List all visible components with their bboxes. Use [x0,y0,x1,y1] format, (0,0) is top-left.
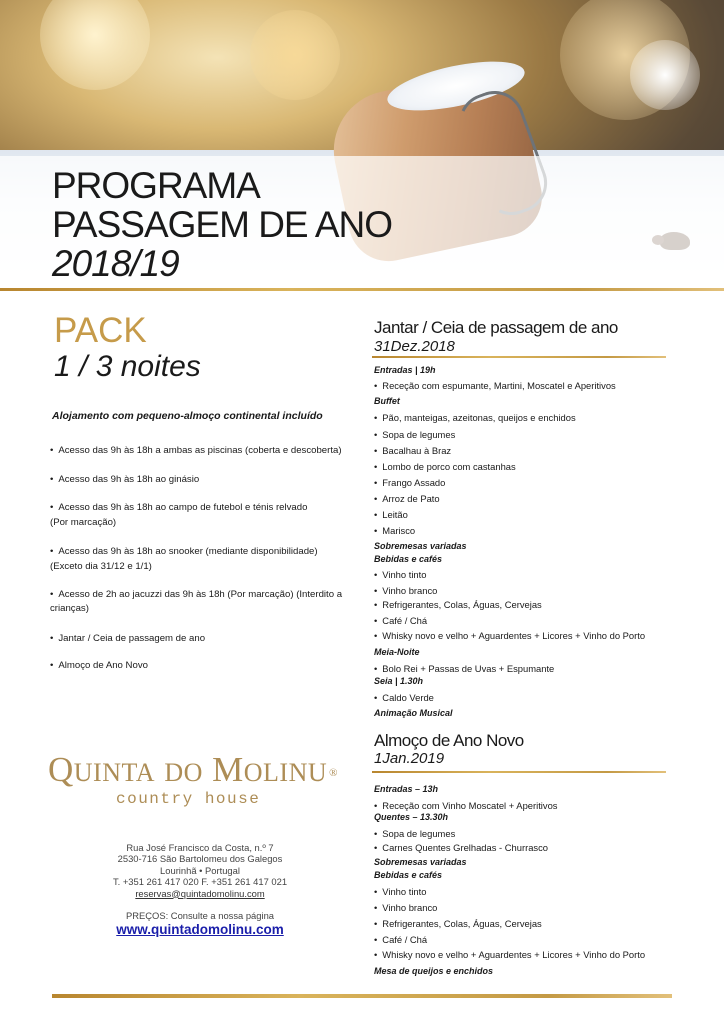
dinner-animacao-heading: Animação Musical [374,708,453,718]
dinner-item: • Receção com espumante, Martini, Moscatel e Aperitivos [374,380,616,391]
quinta-do-molinu-logo [48,750,350,808]
dinner-item: • Bacalhau à Braz [374,445,451,456]
website-link[interactable]: www.quintadomolinu.com [116,922,284,937]
dinner-title: Jantar / Ceia de passagem de ano [374,318,618,337]
address-city: Lourinhã • Portugal [160,864,240,876]
pack-title: PACK [54,311,147,350]
title-year: 2018/19 [52,243,179,284]
dinner-item: • Lombo de porco com castanhas [374,461,516,472]
dinner-seia-heading: Seia | 1.30h [374,676,424,686]
lunch-title: Almoço de Ano Novo [374,731,524,750]
lunch-item: • Receção com Vinho Moscatel + Aperitivos [374,800,557,811]
gold-divider-top [0,288,724,291]
dinner-item: • Frango Assado [374,477,445,488]
title-line-1: PROGRAMA [52,165,260,206]
program-title [52,166,392,284]
dinner-item: • Caldo Verde [374,692,434,703]
pack-item-note: crianças) [50,603,89,614]
lunch-item: • Café / Chá [374,934,427,945]
pack-subtitle: 1 / 3 noites [54,350,201,383]
lunch-item: • Refrigerantes, Colas, Águas, Cervejas [374,918,542,929]
pack-item: • Acesso das 9h às 18h a ambas as piscinas (coberta e descoberta) [50,443,355,459]
dinner-item: • Pão, manteigas, azeitonas, queijos e enchidos [374,412,576,423]
address-postal: 2530-716 São Bartolomeu dos Galegos [117,853,283,865]
contact-email-link[interactable]: reservas@quintadomolinu.com [135,887,265,899]
lunch-quentes-heading: Quentes – 13.30h [374,812,449,822]
lunch-sobremesas-heading: Sobremesas variadas [374,857,467,867]
dinner-meia-noite-heading: Meia-Noite [374,647,420,657]
pack-item: • Acesso de 2h ao jacuzzi das 9h às 18h (Por marcação) (Interdito a [50,587,355,603]
dinner-sobremesas-heading: Sobremesas variadas [374,541,467,551]
dinner-item: • Bolo Rei + Passas de Uvas + Espumante [374,663,554,674]
dinner-entradas-heading: Entradas | 19h [374,365,436,375]
pack-item-note: (Exceto dia 31/12 e 1/1) [50,561,152,572]
bokeh-light [250,10,340,100]
dinner-item: • Refrigerantes, Colas, Águas, Cervejas [374,599,542,610]
prices-note: PREÇOS: Consulte a nossa página [126,910,274,921]
pack-item: • Jantar / Ceia de passagem de ano [50,631,355,647]
dinner-item: • Arroz de Pato [374,493,440,504]
dinner-divider [372,356,666,358]
lunch-item: • Sopa de legumes [374,828,455,839]
lunch-item: • Whisky novo e velho + Aguardentes + Licores + Vinho do Porto [374,949,645,960]
lunch-entradas-heading: Entradas – 13h [374,784,439,794]
dinner-date: 31Dez.2018 [374,338,455,355]
gold-divider-bottom [52,994,672,998]
dinner-item: • Café / Chá [374,615,427,626]
lunch-date: 1Jan.2019 [374,750,445,767]
address-street: Rua José Francisco da Costa, n.º 7 [126,842,274,853]
contact-phones: T. +351 261 417 020 F. +351 261 417 021 [112,876,288,888]
dinner-bebidas-heading: Bebidas e cafés [374,554,443,564]
dinner-item: • Whisky novo e velho + Aguardentes + Licores + Vinho do Porto [374,630,645,641]
dinner-item: • Sopa de legumes [374,429,455,440]
lunch-item: • Carnes Quentes Grelhadas - Churrasco [374,842,548,853]
logo-subtitle: country house [116,790,261,808]
logo-wordmark: QUINTA DO MOLINU ® [48,750,338,789]
pack-item-note: (Por marcação) [50,517,117,528]
lunch-queijos-heading: Mesa de queijos e enchidos [374,966,494,976]
lunch-divider [372,771,666,773]
dinner-item: • Marisco [374,525,415,536]
pack-item: • Acesso das 9h às 18h ao snooker (mediante disponibilidade) [50,544,355,560]
dinner-item: • Vinho tinto [374,569,426,580]
lunch-item: • Vinho branco [374,902,437,913]
dinner-item: • Leitão [374,509,408,520]
bokeh-light [630,40,700,110]
lunch-bebidas-heading: Bebidas e cafés [374,870,443,880]
dinner-item: • Vinho branco [374,585,437,596]
pack-item: • Acesso das 9h às 18h ao campo de futebol e ténis relvado [50,500,355,516]
bokeh-light [40,0,150,90]
title-line-2: PASSAGEM DE ANO [52,204,393,245]
contact-address [90,842,310,899]
dinner-buffet-heading: Buffet [374,396,400,406]
pack-item: • Acesso das 9h às 18h ao ginásio [50,472,355,488]
accommodation-heading: Alojamento com pequeno-almoço continental incluído [52,410,323,422]
lunch-item: • Vinho tinto [374,886,426,897]
pack-item: • Almoço de Ano Novo [50,658,355,674]
